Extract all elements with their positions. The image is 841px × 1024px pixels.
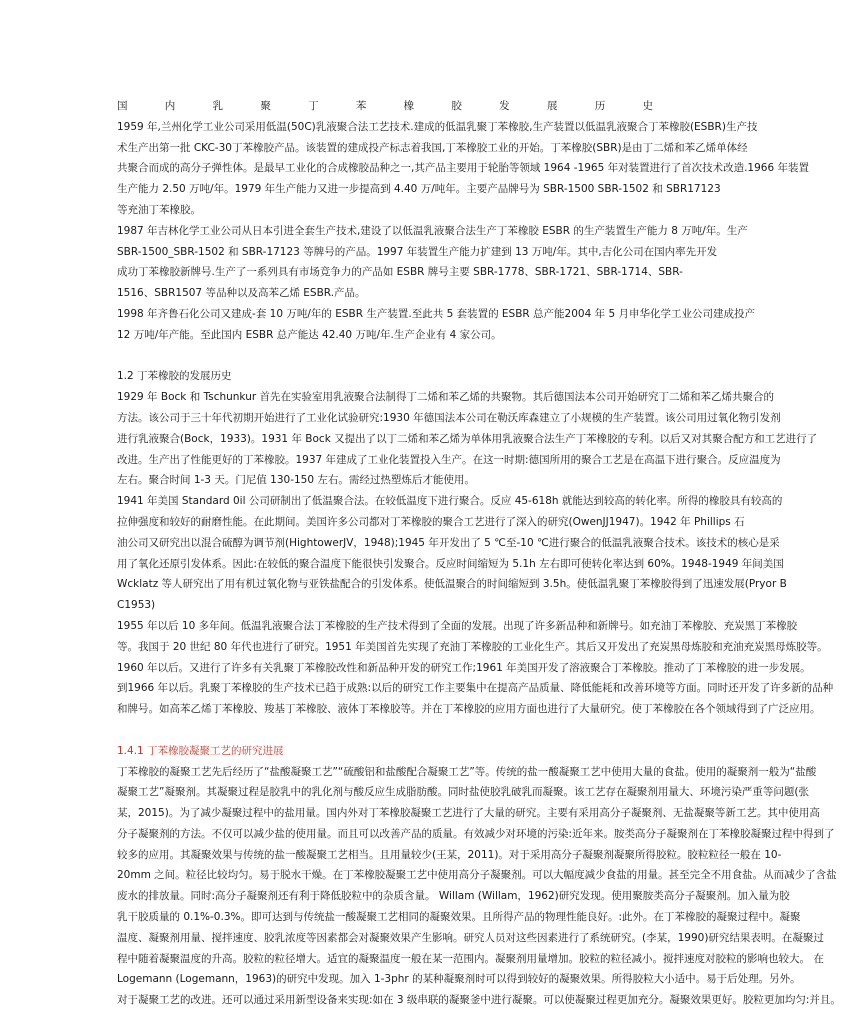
text-line: 乳干胶质量的 0.1%-0.3%。即可达到与传统盐一酸凝聚工艺相同的凝聚效果。且所得产品的物理性能良好。:此外。在丁苯橡胶的凝聚过程中。凝聚 [117, 911, 801, 924]
text-line: 1.4.1 丁苯橡胶凝聚工艺的研究进展 [117, 744, 284, 757]
paragraph [117, 762, 841, 1012]
paragraph [117, 96, 809, 221]
section-heading-red [117, 741, 653, 762]
text-line: 术生产出第一批 CKC-30丁苯橡胶产品。该装置的建成投产标志着我国,丁苯橡胶工业的开始。丁苯橡胶(SBR)是由丁二烯和苯乙烯单体经 [117, 141, 748, 154]
paragraph-gap [117, 720, 653, 741]
text-line: 用了氧化还原引发体系。因此:在较低的聚合温度下能很快引发聚合。反应时间缩短为 5.1h 左右即可使转化率达到 60%。1948-1949 年间美国 [117, 557, 784, 570]
paragraph [117, 221, 748, 304]
text-line: 温度、凝聚剂用量、搅拌速度、胶乳浓度等因素都会对凝聚效果产生影响。研究人员对这些因素进行了系统研究。(李某，1990)研究结果表明。在凝聚过 [117, 931, 824, 944]
text-line: 1929 年 Bock 和 Tschunkur 首先在实验室用乳液聚合法制得丁二烯和苯乙烯的共聚物。其后德国法本公司开始研究丁二烯和苯乙烯共聚合的 [117, 391, 775, 404]
text-line: Logemann (Logemann，1963)的研究中发现。加入 1-3phr 的某种凝聚剂时可以得到较好的凝聚效果。所得胶粒大小适中。易于后处理。另外。 [117, 973, 801, 986]
text-line: 分子凝聚剂的方法。不仅可以减少盐的使用量。而且可以改善产品的质量。有效减少对环境的污染:近年来。胺类高分子凝聚剂在丁苯橡胶凝聚过程中得到了 [117, 827, 835, 840]
paragraph-gap [117, 346, 653, 367]
text-line: 1959 年,兰州化学工业公司采用低温(50C)乳液聚合法工艺技术.建成的低温乳聚丁苯橡胶,生产装置以低温乳液聚合丁苯橡胶(ESBR)生产技 [117, 120, 758, 133]
text-line: 方法。该公司于三十年代初期开始进行了工业化试验研究:1930 年德国法本公司在勒沃库森建立了小规模的生产装置。该公司用过氧化物引发剂 [117, 411, 781, 424]
paragraph [117, 491, 787, 616]
paragraph [117, 366, 653, 387]
text-line: 1960 年以后。又进行了许多有关乳聚丁苯橡胶改性和新品种开发的研究工作;1961 年美国开发了溶液聚合丁苯橡胶。推动了丁苯橡胶的进一步发展。 [117, 661, 811, 674]
text-line: 改进。生产出了性能更好的丁苯橡胶。1937 年建成了工业化装置投入生产。在这一时期:德国所用的聚合工艺是在高温下进行聚合。反应温度为 [117, 453, 781, 466]
text-line: 到1966 年以后。乳聚丁苯橡胶的生产技术已趋于成熟:以后的研究工作主要集中在提高产品质量、降低能耗和改善环境等方面。同时还开发了许多新的品种 [117, 682, 834, 695]
document-page [117, 96, 841, 1011]
paragraph [117, 304, 755, 346]
text-line: 凝聚工艺”凝聚剂。其凝聚过程是胶乳中的乳化剂与酸反应生成脂肪酸。同时盐使胶乳破乳而凝聚。该工艺存在凝聚剂用量大、环境污染严重等问题(张 [117, 786, 810, 799]
text-line: 等充油丁苯橡胶。 [117, 203, 201, 216]
text-line: 拉伸强度和较好的耐磨性能。在此期间。美国许多公司都对丁苯橡胶的聚合工艺进行了深入的研究(OwenJJ1947)。1942 年 Phillips 石 [117, 515, 745, 528]
text-line: 共聚合而成的高分子弹性体。是最早工业化的合成橡胶品种之一,其产品主要用于轮胎等领域 1964 -1965 年对装置进行了首次技术改造.1966 年装置 [117, 162, 809, 175]
text-line: 较多的应用。其凝聚效果与传统的盐一酸凝聚工艺相当。且用量较少(王某，2011)。对于采用高分子凝聚剂凝聚所得胶粒。胶粒粒径一般在 10- [117, 848, 782, 861]
paragraph [117, 616, 834, 720]
text-line: 1987 年吉林化学工业公司从日本引进全套生产技术,建设了以低温乳液聚合法生产丁苯橡胶 ESBR 的生产装置生产能力 8 万吨/年。生产 [117, 224, 748, 237]
text-line: 进行乳液聚合(Bock，1933)。1931 年 Bock 又提出了以丁二烯和苯乙烯为单体用乳液聚合法生产丁苯橡胶的专利。以后又对其聚合配方和工艺进行了 [117, 432, 818, 445]
text-line: 1955 年以后 10 多年间。低温乳液聚合法丁苯橡胶的生产技术得到了全面的发展。出现了许多新品种和新牌号。如充油丁苯橡胶、充炭黑丁苯橡胶 [117, 619, 798, 632]
text-line: 对于凝聚工艺的改进。还可以通过采用新型设备来实现:如在 3 级串联的凝聚釜中进行凝聚。可以使凝聚过程更加充分。凝聚效果更好。胶粒更加均匀:并且。 [117, 994, 841, 1007]
text-line: 国内乳聚丁苯橡胶发展历史 [117, 100, 653, 112]
text-line: 12 万吨/年产能。至此国内 ESBR 总产能达 42.40 万吨/年.生产企业有 4 家公司。 [117, 328, 502, 341]
text-line: 1998 年齐鲁石化公司又建成-套 10 万吨/年的 ESBR 生产装置.至此共 5 套装置的 ESBR 总产能2004 年 5 月申华化学工业公司建成投产 [117, 307, 755, 320]
text-line: 20mm 之间。粒径比较均匀。易于脱水干燥。在丁苯橡胶凝聚工艺中使用高分子凝聚剂。可以大幅度减少食盐的用量。甚至完全不用食盐。从而减少了含盐 [117, 869, 837, 882]
text-line: 丁苯橡胶的凝聚工艺先后经历了“盐酸凝聚工艺”“硫酸铝和盐酸配合凝聚工艺”等。传统的盐一酸凝聚工艺中使用大量的食盐。使用的凝聚剂一般为“盐酸 [117, 765, 817, 778]
paragraph [117, 387, 818, 491]
text-line: 和牌号。如高苯乙烯丁苯橡胶、羧基丁苯橡胶、液体丁苯橡胶等。并在丁苯橡胶的应用方面也进行了大量研究。使丁苯橡胶在各个领域得到了广泛应用。 [117, 703, 821, 716]
text-line: 等。我国于 20 世纪 80 年代也进行了研究。1951 年美国首先实现了充油丁苯橡胶的工业化生产。其后又开发出了充炭黑母炼胶和充油充炭黑母炼胶等。 [117, 640, 828, 653]
text-line: 某，2015)。为了减少凝聚过程中的盐用量。国内外对丁苯橡胶凝聚工艺进行了大量的研究。主要有采用高分子凝聚剂、无盐凝聚等新工艺。其中使用高 [117, 807, 820, 820]
text-line: 左右。聚合时间 1-3 天。门尼值 130-150 左右。需经过热塑炼后才能使用。 [117, 474, 475, 487]
text-line: 成功丁苯橡胶新牌号.生产了一系列具有市场竞争力的产品如 ESBR 牌号主要 SBR-1778、SBR-1721、SBR-1714、SBR- [117, 266, 683, 279]
text-line: 1941 年美国 Standard 0il 公司研制出了低温聚合法。在较低温度下进行聚合。反应 45-618h 就能达到较高的转化率。所得的橡胶具有较高的 [117, 495, 783, 508]
text-line: 程中随着凝聚温度的升高。胶粒的粒径增大。适宜的凝聚温度一般在某一范围内。凝聚剂用量增加。胶粒的粒径减小。搅拌速度对胶粒的影响也较大。 在 [117, 952, 824, 965]
text-line: 1516、SBR1507 等品种以及高苯乙烯 ESBR.产品。 [117, 287, 366, 300]
text-line: 1.2 丁苯橡胶的发展历史 [117, 370, 232, 383]
text-line: 油公司又研究出以混合硫醇为调节剂(HightowerJV，1948);1945 年开发出了 5 ℃至-10 ℃进行聚合的低温乳液聚合技术。该技术的核心是采 [117, 536, 780, 549]
text-line: 废水的排放量。同时:高分子凝聚剂还有利于降低胶粒中的杂质含量。 Willam (Willam，1962)研究发现。使用聚胺类高分子凝聚剂。加入量为胶 [117, 890, 790, 903]
text-line: 生产能力 2.50 万吨/年。1979 年生产能力又进一步提高到 4.40 万/吨年。主要产品牌号为 SBR-1500 SBR-1502 和 SBR17123 [117, 183, 721, 196]
text-line: Wcklatz 等人研究出了用有机过氧化物与亚铁盐配合的引发体系。使低温聚合的时间缩短到 3.5h。使低温乳聚丁苯橡胶得到了迅速发展(Pryor B [117, 578, 787, 591]
text-line: C1953) [117, 599, 156, 612]
text-line: SBR-1500_SBR-1502 和 SBR-17123 等牌号的产品。1997 年装置生产能力扩建到 13 万吨/年。其中,吉化公司在国内率先开发 [117, 245, 718, 258]
